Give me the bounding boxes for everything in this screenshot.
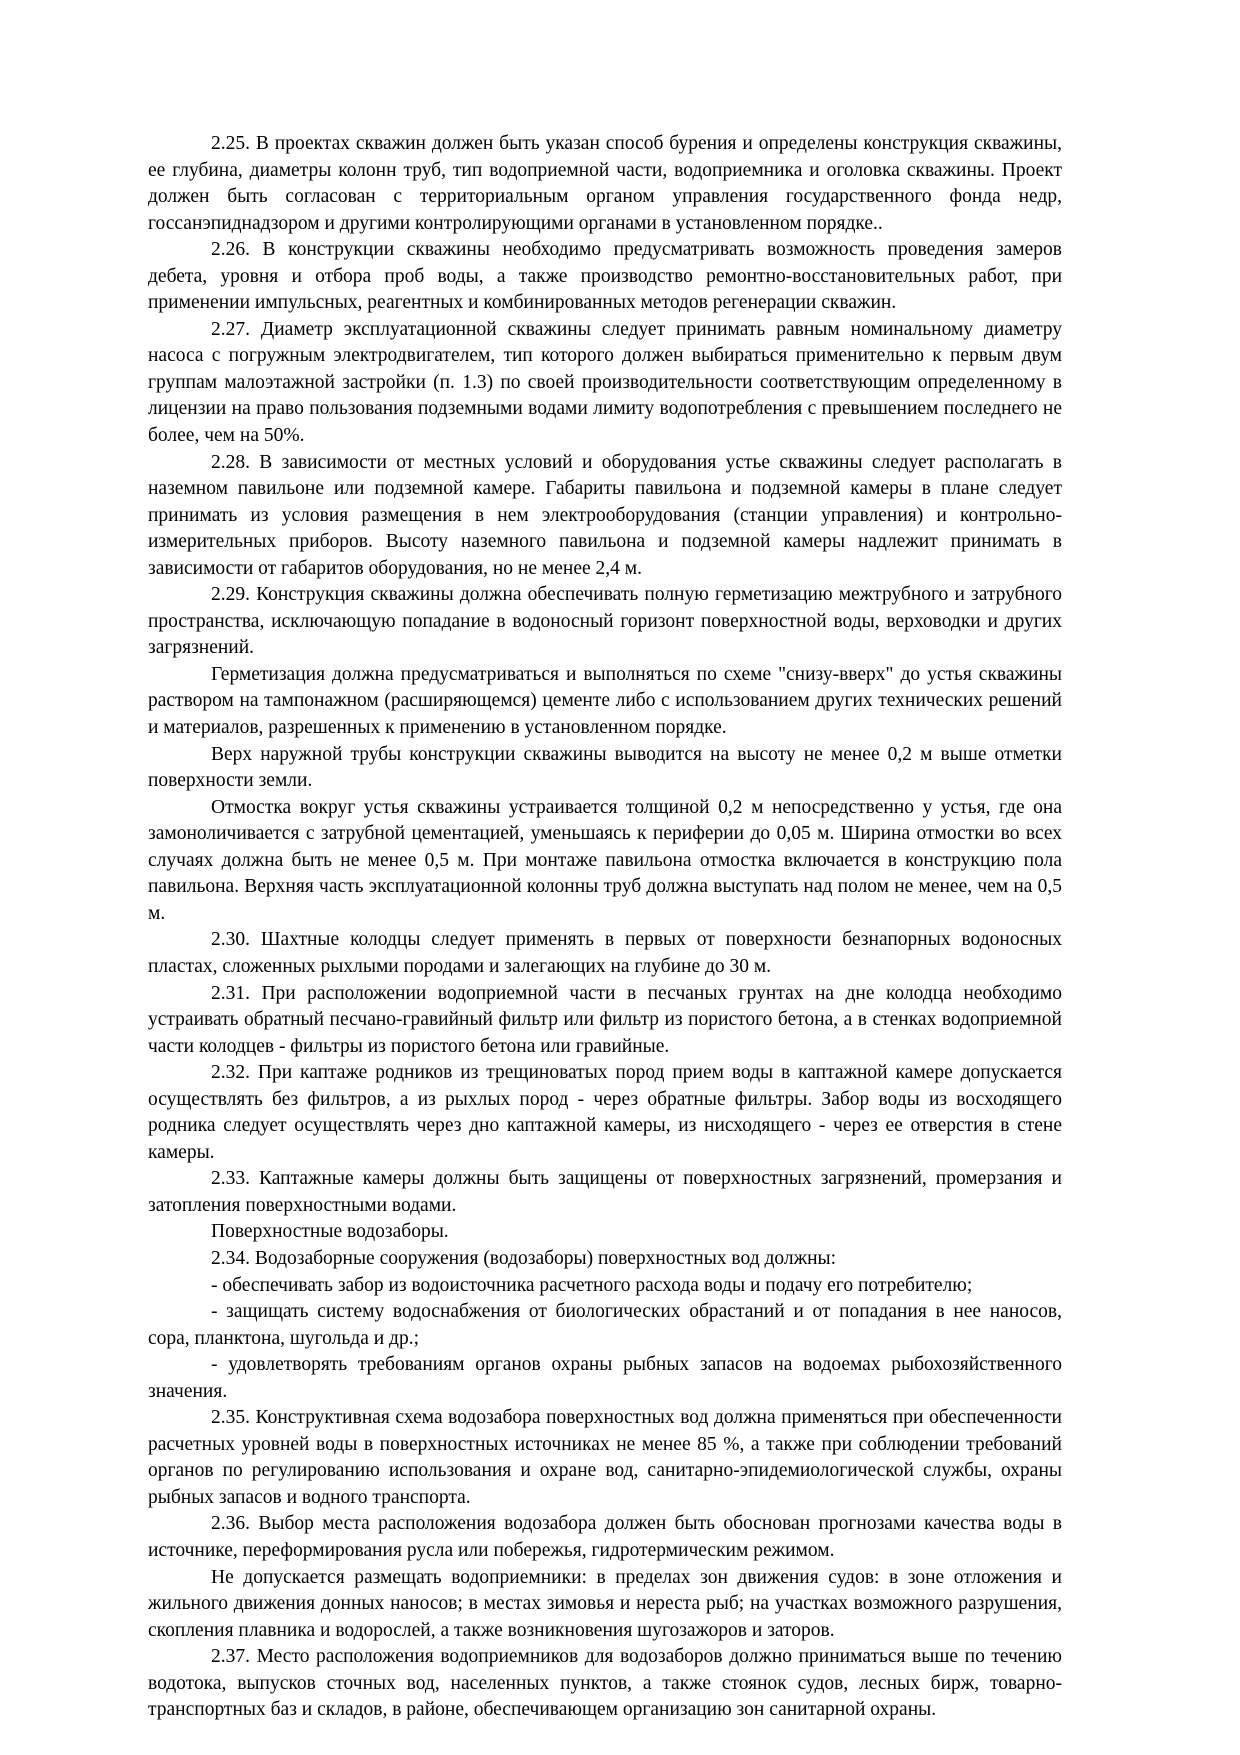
para-2-26: 2.26. В конструкции скважины необходимо предусматривать возможность проведения замеров дебета, уровня и отбора проб воды, а также производство ремонтно-восстановительных работ, при применении импульсных, реагентных и комбинированных методов регенерации скважин. — [148, 239, 1062, 314]
para-sealing-scheme: Герметизация должна предусматриваться и выполняться по схеме "снизу-вверх" до устья скважины раствором на тампонажном (расширяющемся) цементе либо с использованием других технических решений и материалов, разрешенных к применению в установленном порядке. — [148, 663, 1062, 739]
para-list-item-supply: - обеспечивать забор из водоисточника расчетного расхода воды и подачу его потребителю; — [211, 1274, 973, 1296]
para-list-item-protect: - защищать систему водоснабжения от биологических обрастаний и от попадания в нее наносов, сора, планктона, шугольда и др.; — [148, 1301, 1062, 1349]
para-2-25: 2.25. В проектах скважин должен быть указан способ бурения и определены конструкция скважины, ее глубина, диаметры колонн труб, тип водоприемной части, водоприемника и оголовка скважины. Проект должен быть согласован с территориальным органом управления государственного фонда недр, госсанэпиднадзором и другими контролирующими органами в установленном порядке.. — [148, 133, 1062, 234]
para-2-28: 2.28. В зависимости от местных условий и оборудования устье скважины следует располагать в наземном павильоне или подземной камере. Габариты павильона и подземной камеры в плане следует принимать из условия размещения в нем электрооборудования (станции управления) и контрольно-измерительных приборов. Высоту наземного павильона и подземной камеры надлежит принимать в зависимости от габаритов оборудования, но не менее 2,4 м. — [148, 451, 1062, 579]
para-2-29: 2.29. Конструкция скважины должна обеспечивать полную герметизацию межтрубного и затрубного пространства, исключающую попадание в водоносный горизонт поверхностной воды, верховодки и других загрязнений. — [148, 584, 1062, 659]
para-intake-restrictions: Не допускается размещать водоприемники: в пределах зон движения судов: в зоне отложения и жильного движения донных наносов; в местах зимовья и нереста рыб; на участках возможного разрушения, скопления плавника и водорослей, а также возникновения шугозажоров и заторов. — [148, 1566, 1062, 1641]
para-2-27: 2.27. Диаметр эксплуатационной скважины следует принимать равным номинальному диаметру насоса с погружным электродвигателем, тип которого должен выбираться применительно к первым двум группам малоэтажной застройки (п. 1.3) по своей производительности соответствующим определенному в лицензии на право пользования подземными водами лимиту водопотребления с превышением последнего не более, чем на 50%. — [148, 318, 1062, 447]
para-surface-intakes-heading: Поверхностные водозаборы. — [211, 1221, 449, 1243]
para-2-33: 2.33. Каптажные камеры должны быть защищены от поверхностных загрязнений, промерзания и затопления поверхностными водами. — [148, 1168, 1062, 1216]
para-2-36: 2.36. Выбор места расположения водозабора должен быть обоснован прогнозами качества воды в источнике, переформирования русла или побережья, гидротермическим режимом. — [148, 1513, 1062, 1561]
para-2-31: 2.31. При расположении водоприемной части в песчаных грунтах на дне колодца необходимо устраивать обратный песчано-гравийный фильтр или фильтр из пористого бетона, а в стенках водоприемной части колодцев - фильтры из пористого бетона или гравийные. — [148, 982, 1062, 1057]
para-list-item-fisheries: - удовлетворять требованиям органов охраны рыбных запасов на водоемах рыбохозяйственного значения. — [148, 1354, 1062, 1402]
para-2-35: 2.35. Конструктивная схема водозабора поверхностных вод должна применяться при обеспеченности расчетных уровней воды в поверхностных источниках не менее 85 %, а также при соблюдении требований органов по регулированию использования и охране вод, санитарно-эпидемиологической службы, охраны рыбных запасов и водного транспорта. — [148, 1407, 1062, 1508]
para-2-32: 2.32. При каптаже родников из трещиноватых пород прием воды в каптажной камере допускается осуществлять без фильтров, а из рыхлых пород - через обратные фильтры. Забор воды из восходящего родника следует осуществлять через дно каптажной камеры, из нисходящего - через ее отверстия в стене камеры. — [148, 1062, 1062, 1163]
para-blind-area: Отмостка вокруг устья скважины устраивается толщиной 0,2 м непосредственно у устья, где она замоноличивается с затрубной цементацией, уменьшаясь к периферии до 0,05 м. Ширина отмостки во всех случаях должна быть не менее 0,5 м. При монтаже павильона отмостка включается в конструкцию пола павильона. Верхняя часть эксплуатационной колонны труб должна выступать над полом не менее, чем на 0,5 м. — [148, 796, 1062, 924]
document-body — [148, 131, 1062, 1724]
para-2-37: 2.37. Место расположения водоприемников для водозаборов должно приниматься выше по течению водотока, выпусков сточных вод, населенных пунктов, а также стоянок судов, лесных бирж, товарно-транспортных баз и складов, в районе, обеспечивающем организацию зон санитарной охраны. — [148, 1646, 1062, 1721]
para-outer-pipe-top: Верх наружной трубы конструкции скважины выводится на высоту не менее 0,2 м выше отметки поверхности земли. — [148, 743, 1062, 792]
para-2-30: 2.30. Шахтные колодцы следует применять в первых от поверхности безнапорных водоносных пластах, сложенных рыхлыми породами и залегающих на глубине до 30 м. — [148, 929, 1062, 977]
para-2-34: 2.34. Водозаборные сооружения (водозаборы) поверхностных вод должны: — [211, 1247, 837, 1269]
